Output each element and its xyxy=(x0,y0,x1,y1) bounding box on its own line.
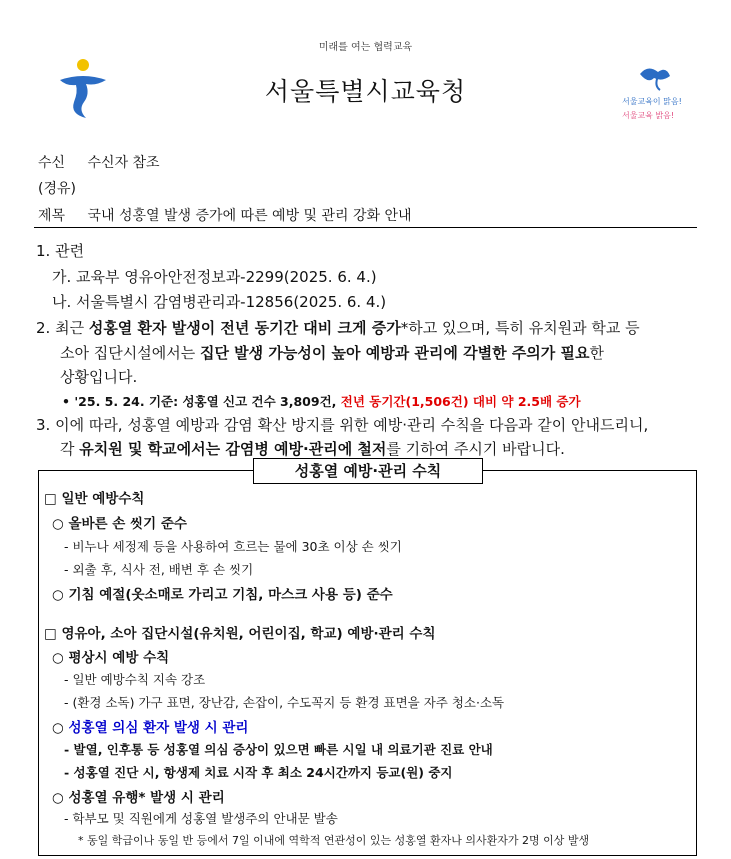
item-2-text-cont: *하고 있으며, 특히 유치원과 학교 등 xyxy=(400,319,640,337)
outbreak-rule-1: - 학부모 및 직원에게 성홍열 발생주의 안내문 발송 xyxy=(64,811,338,826)
suspected-rule-2: - 성홍열 진단 시, 항생제 치료 시작 후 최소 24시간까지 등교(원) 중지 xyxy=(64,765,453,780)
statistics-note-text: • '25. 5. 24. 기준: 성홍열 신고 건수 3,809건, xyxy=(62,394,341,409)
subject-divider xyxy=(34,227,697,228)
suspected-case-heading xyxy=(52,716,248,736)
outbreak-heading: ○ 성홍열 유행* 발생 시 관리 xyxy=(52,790,225,806)
item-2-line-3: 상황입니다. xyxy=(60,368,138,386)
recipient-row xyxy=(38,152,160,172)
slogan-logo xyxy=(618,62,698,124)
subject-value: 국내 성홍열 발생 증가에 따른 예방 및 관리 강화 안내 xyxy=(87,208,412,224)
outbreak-footnote: * 동일 학급이나 동일 반 등에서 7일 이내에 역학적 연관성이 있는 성홍열 환자나 의사환자가 2명 이상 발생 xyxy=(78,834,590,847)
routine-rule-2: - (환경 소독) 가구 표면, 장난감, 손잡이, 수도꼭지 등 환경 표면을 자주 청소·소독 xyxy=(64,695,505,710)
item-2-text-2: 소아 집단시설에서는 xyxy=(60,344,200,362)
item-2-line-1 xyxy=(36,317,640,338)
item-2-text-3: 한 xyxy=(589,344,604,362)
item-3-text-cont: 를 기하여 주시기 바랍니다. xyxy=(386,440,565,458)
statistics-note xyxy=(62,392,581,410)
item-2-emphasis: 성홍열 환자 발생이 전년 동기간 대비 크게 증가 xyxy=(88,319,401,337)
item-1-a: 가. 교육부 영유아안전정보과-2299(2025. 6. 4.) xyxy=(52,268,377,286)
handwashing-rule-1: - 비누나 세정제 등을 사용하여 흐르는 물에 30초 이상 손 씻기 xyxy=(64,539,402,554)
item-3-line-1: 3. 이에 따라, 성홍열 예방과 감염 확산 방지를 위한 예방·관리 수칙을 다음과 같이 안내드리니, xyxy=(36,416,649,434)
handwashing-heading: ○ 올바른 손 씻기 준수 xyxy=(52,516,187,532)
via-row: (경유) xyxy=(38,181,76,197)
item-2-line-2 xyxy=(60,342,604,363)
suspected-rule-1: - 발열, 인후통 등 성홍열 의심 증상이 있으면 빠른 시일 내 의료기관 진료 안내 xyxy=(64,742,493,757)
item-1: 1. 관련 xyxy=(36,242,85,260)
statistics-note-highlight: 전년 동기간(1,506건) 대비 약 2.5배 증가 xyxy=(340,394,581,409)
org-title: 서울특별시교육청 xyxy=(264,77,467,106)
logo-text-2: 서울교육 밝음! xyxy=(622,111,675,120)
item-2-text: 2. 최근 xyxy=(36,319,89,337)
item-1-b: 나. 서울특별시 감염병관리과-12856(2025. 6. 4.) xyxy=(52,293,387,311)
guidelines-box-title: 성홍열 예방·관리 수칙 xyxy=(253,458,483,484)
circle-bullet: ○ xyxy=(52,720,69,736)
item-3-emphasis: 유치원 및 학교에서는 감염병 예방·관리에 철저 xyxy=(79,440,387,458)
section-facilities: □ 영유아, 소아 집단시설(유치원, 어린이집, 학교) 예방·관리 수칙 xyxy=(44,626,436,642)
item-3-line-2 xyxy=(60,438,565,459)
recipient-value: 수신자 참조 xyxy=(87,155,160,171)
recipient-label: 수신 xyxy=(38,155,66,171)
subject-row xyxy=(38,205,412,225)
item-3-text: 각 xyxy=(60,440,80,458)
handwashing-rule-2: - 외출 후, 식사 전, 배변 후 손 씻기 xyxy=(64,562,254,577)
routine-prevention-heading: ○ 평상시 예방 수칙 xyxy=(52,650,170,666)
section-general: □ 일반 예방수칙 xyxy=(44,491,145,507)
subject-label: 제목 xyxy=(38,208,66,224)
item-2-emphasis-2: 집단 발생 가능성이 높아 예방과 관리에 각별한 주의가 필요 xyxy=(199,344,590,362)
cough-etiquette: ○ 기침 예절(옷소매로 가리고 기침, 마스크 사용 등) 준수 xyxy=(52,587,393,603)
suspected-case-title: 성홍열 의심 환자 발생 시 관리 xyxy=(68,720,249,736)
routine-rule-1: - 일반 예방수칙 지속 강조 xyxy=(64,672,206,687)
logo-text-1: 서울교육이 맑음! xyxy=(622,97,682,106)
slogan: 미래를 여는 협력교육 xyxy=(318,42,413,53)
